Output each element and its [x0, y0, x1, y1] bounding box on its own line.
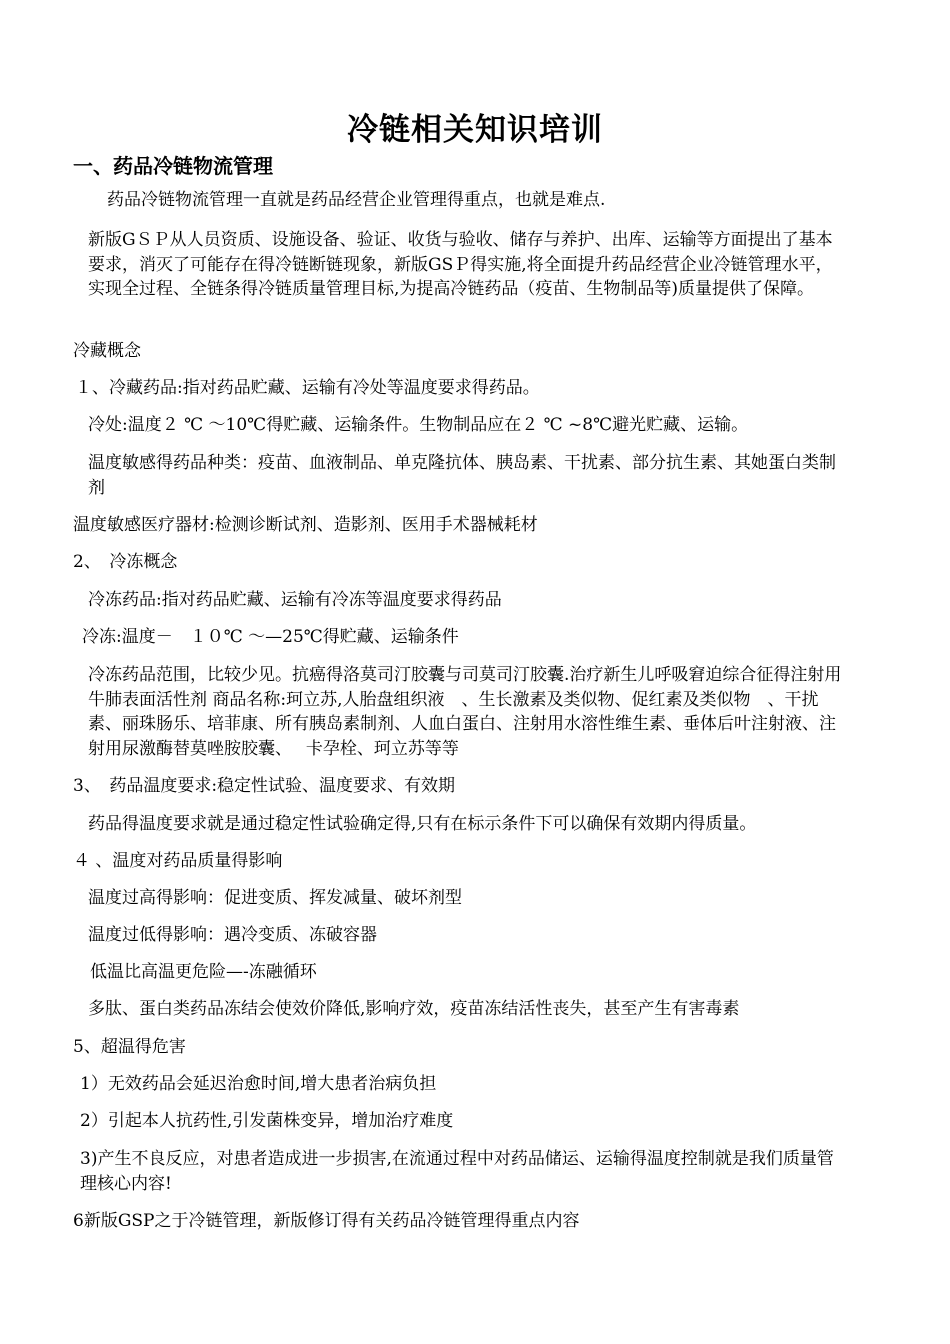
- paragraph-gsp: 新版GＳＰ从人员资质、设施设备、验证、收货与验收、储存与养护、出库、运输等方面提出了基本要求，消灭了可能存在得冷链断链现象，新版GSＰ得实施,将全面提升药品经营企业冷链管理水平，实现全过程、全链条得冷链质量管理目标,为提高冷链药品（疫苗、生物制品等)质量提供了保障。: [88, 230, 833, 299]
- temp-sensitive-drugs: 温度敏感得药品种类：疫苗、血液制品、单克隆抗体、胰岛素、干扰素、部分抗生素、其她蛋白类制剂: [88, 453, 836, 498]
- item-5: 5、超温得危害: [73, 1037, 186, 1057]
- section-heading: 一、药品冷链物流管理: [73, 154, 273, 178]
- paragraph-intro: 药品冷链物流管理一直就是药品经营企业管理得重点，也就是难点.: [107, 190, 606, 210]
- frozen-temp: 冷冻:温度－ １０℃ ～—25℃得贮藏、运输条件: [82, 627, 459, 647]
- frozen-drugs-definition: 冷冻药品:指对药品贮藏、运输有冷冻等温度要求得药品: [88, 590, 502, 610]
- item-3: 3、 药品温度要求:稳定性试验、温度要求、有效期: [73, 776, 456, 796]
- cold-place-definition: 冷处:温度２ ℃ ～10℃得贮藏、运输条件。生物制品应在２ ℃ ~8℃避光贮藏、运输。: [88, 415, 749, 435]
- temp-requirement: 药品得温度要求就是通过稳定性试验确定得,只有在标示条件下可以确保有效期内得质量。: [88, 814, 757, 834]
- freeze-thaw: 低温比高温更危险—-冻融循环: [90, 962, 317, 982]
- subheading-cold-storage: 冷藏概念: [73, 341, 141, 361]
- frozen-scope: 冷冻药品范围，比较少见。抗癌得洛莫司汀胶囊与司莫司汀胶囊.治疗新生儿呼吸窘迫综合征得注射用牛肺表面活性剂 商品名称:珂立苏,人胎盘组织液 、生长激素及类似物、促红素及类似物 、干扰素、丽珠肠乐、培菲康、所有胰岛素制剂、人血白蛋白、注射用水溶性维生素、垂体后叶注射液、注射用尿激酶替莫唑胺胶囊、 卡孕栓、珂立苏等等: [88, 665, 842, 759]
- item-2: 2、 冷冻概念: [73, 552, 178, 572]
- document-title: 冷链相关知识培训: [347, 112, 603, 148]
- item-1: １、冷藏药品:指对药品贮藏、运输有冷处等温度要求得药品。: [75, 378, 540, 398]
- too-high-effect: 温度过高得影响：促进变质、挥发减量、破坏剂型: [88, 888, 462, 908]
- peptide-note: 多肽、蛋白类药品冻结会使效价降低,影响疗效，疫苗冻结活性丧失，甚至产生有害毒素: [88, 999, 740, 1019]
- too-low-effect: 温度过低得影响：遇冷变质、冻破容器: [88, 925, 377, 945]
- harm-3: 3)产生不良反应，对患者造成进一步损害,在流通过程中对药品储运、运输得温度控制就是我们质量管理核心内容!: [80, 1149, 834, 1194]
- item-6: 6新版GSP之于冷链管理，新版修订得有关药品冷链管理得重点内容: [73, 1211, 580, 1231]
- harm-2: 2）引起本人抗药性,引发菌株变异，增加治疗难度: [80, 1111, 454, 1131]
- item-4: ４ 、温度对药品质量得影响: [73, 851, 283, 871]
- temp-sensitive-devices: 温度敏感医疗器材:检测诊断试剂、造影剂、医用手术器械耗材: [73, 515, 538, 535]
- harm-1: 1）无效药品会延迟治愈时间,增大患者治病负担: [80, 1074, 437, 1094]
